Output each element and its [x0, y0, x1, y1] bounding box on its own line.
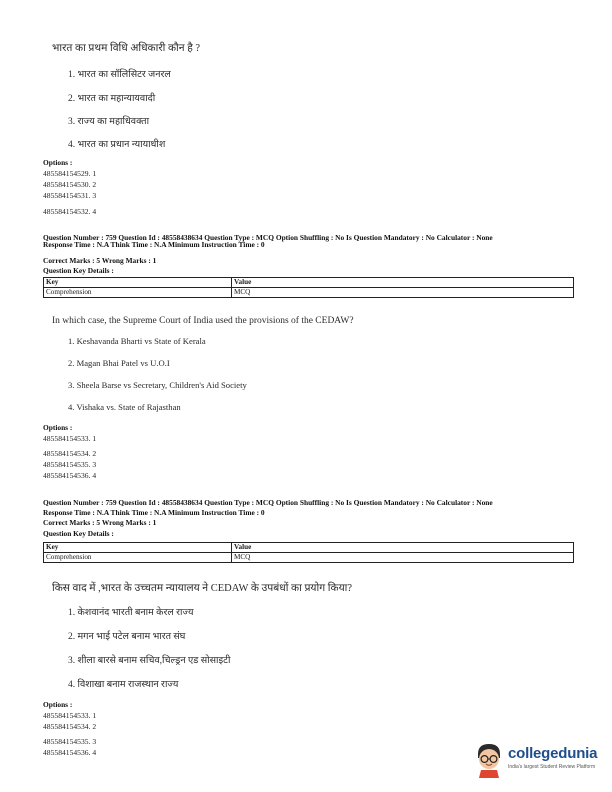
q2-option-4: 485584154536. 4	[43, 471, 97, 480]
q1-choice-3: 3. राज्य का महाधिवक्ता	[68, 117, 150, 127]
q3-choice-1: 1. केशवानंद भारती बनाम केरल राज्य	[68, 608, 194, 618]
table-row	[44, 288, 574, 298]
table-cell-value: MCQ	[232, 288, 574, 298]
table-row	[44, 543, 574, 553]
q3-choice-3: 3. शीला बारसे बनाम सचिव,चिल्ड्रन एड सोसाइटी	[68, 656, 231, 666]
q1-choice-2: 2. भारत का महान्यायवादी	[68, 94, 156, 104]
table-header-value: Value	[232, 543, 574, 553]
q2-choice-2: 2. Magan Bhai Patel vs U.O.I	[68, 358, 170, 368]
logo-tagline: India's largest Student Review Platform	[508, 764, 596, 770]
q1-option-3: 485584154531. 3	[43, 191, 97, 200]
logo-wordmark: collegedunia	[508, 745, 598, 762]
q2-key-details: Question Key Details :	[43, 266, 114, 275]
q2-choice-1: 1. Keshavanda Bharti vs State of Kerala	[68, 336, 206, 346]
q2-meta-line1: Question Number : 759 Question Id : 48558438634 Question Type : MCQ Option Shuffling : No Is Question Mandatory : No Calculator : None	[43, 233, 493, 242]
q3-meta-line1: Question Number : 759 Question Id : 48558438634 Question Type : MCQ Option Shuffling : No Is Question Mandatory : No Calculator : None	[43, 498, 493, 507]
q2-choice-4: 4. Vishaka vs. State of Rajasthan	[68, 402, 181, 412]
q3-key-table	[43, 542, 574, 563]
table-cell-key: Comprehension	[44, 288, 232, 298]
table-cell-key: Comprehension	[44, 553, 232, 563]
q1-option-2: 485584154530. 2	[43, 180, 97, 189]
mascot-icon	[472, 740, 506, 778]
q2-option-2: 485584154534. 2	[43, 449, 97, 458]
q2-option-1: 485584154533. 1	[43, 434, 97, 443]
q2-marks: Correct Marks : 5 Wrong Marks : 1	[43, 256, 157, 265]
table-header-key: Key	[44, 543, 232, 553]
q1-options-label: Options :	[43, 158, 73, 167]
q3-option-4: 485584154536. 4	[43, 748, 97, 757]
q2-meta-line2: Response Time : N.A Think Time : N.A Minimum Instruction Time : 0	[43, 240, 265, 249]
q3-choice-2: 2. मगन भाई पटेल बनाम भारत संघ	[68, 632, 186, 642]
q2-key-table	[43, 277, 574, 298]
q3-key-details: Question Key Details :	[43, 529, 114, 538]
table-header-key: Key	[44, 278, 232, 288]
q1-choice-4: 4. भारत का प्रधान न्यायाधीश	[68, 140, 166, 150]
q2-choice-3: 3. Sheela Barse vs Secretary, Children's Aid Society	[68, 380, 247, 390]
q1-option-4: 485584154532. 4	[43, 207, 97, 216]
q3-option-1: 485584154533. 1	[43, 711, 97, 720]
q1-option-1: 485584154529. 1	[43, 169, 97, 178]
q2-question: In which case, the Supreme Court of India used the provisions of the CEDAW?	[52, 316, 354, 326]
table-header-value: Value	[232, 278, 574, 288]
collegedunia-logo	[472, 740, 607, 780]
table-cell-value: MCQ	[232, 553, 574, 563]
q2-option-3: 485584154535. 3	[43, 460, 97, 469]
q1-choice-1: 1. भारत का सॉलिसिटर जनरल	[68, 70, 171, 80]
table-row	[44, 553, 574, 563]
q3-question: किस वाद में ,भारत के उच्चतम न्यायालय ने CEDAW के उपबंधों का प्रयोग किया?	[52, 583, 353, 594]
q3-option-2: 485584154534. 2	[43, 722, 97, 731]
q3-meta-line2: Response Time : N.A Think Time : N.A Minimum Instruction Time : 0	[43, 508, 265, 517]
q3-options-label: Options :	[43, 700, 73, 709]
q2-options-label: Options :	[43, 423, 73, 432]
q3-option-3: 485584154535. 3	[43, 737, 97, 746]
q1-question: भारत का प्रथम विधि अधिकारी कौन है ?	[52, 43, 201, 54]
q3-choice-4: 4. विशाखा बनाम राजस्थान राज्य	[68, 680, 179, 690]
q3-marks: Correct Marks : 5 Wrong Marks : 1	[43, 518, 157, 527]
table-row	[44, 278, 574, 288]
